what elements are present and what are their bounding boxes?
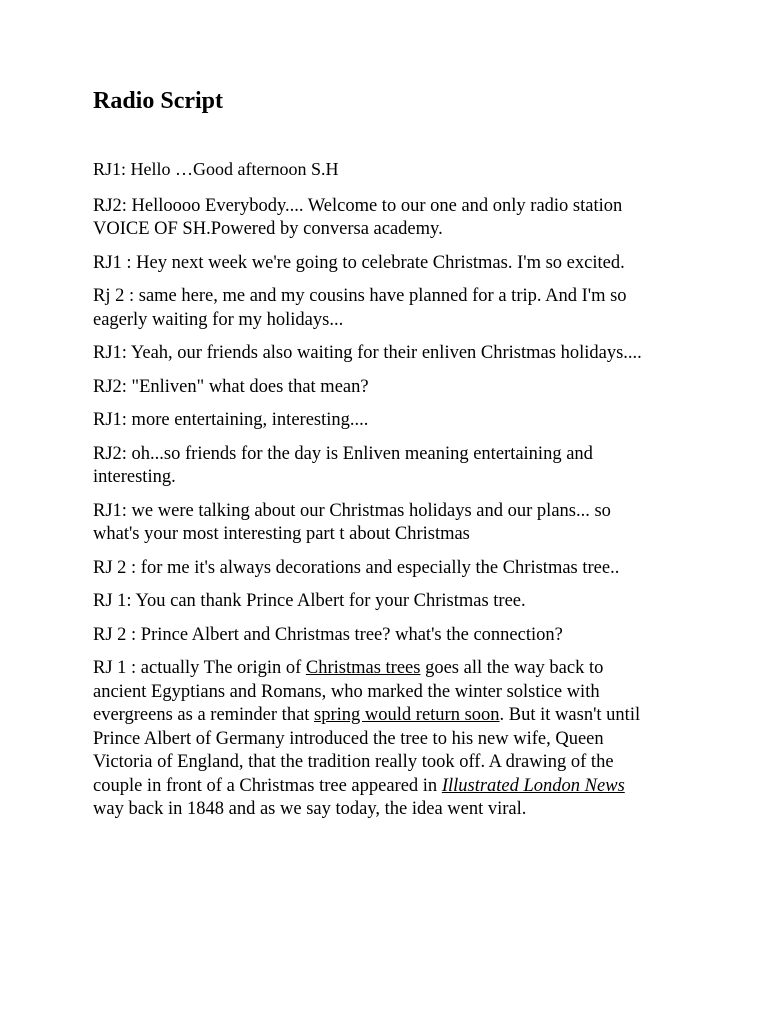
script-line-10: RJ 2 : for me it's always decorations and especially the Christmas tree.. <box>93 557 620 578</box>
paragraph-text-2: goes all the way back to ancient Egyptians and Romans, who marked the winter solstice with evergreens as a reminder that <box>93 658 604 725</box>
script-line-3: RJ1 : Hey next week we're going to celebrate Christmas. I'm so excited. <box>93 252 625 273</box>
script-line-6: RJ2: "Enliven" what does that mean? <box>93 376 369 397</box>
christmas-trees-link[interactable]: Christmas trees <box>305 658 421 678</box>
script-line-4: Rj 2 : same here, me and my cousins have planned for a trip. And I'm so eagerly waiting for my holidays... <box>93 286 627 330</box>
script-line-5: RJ1: Yeah, our friends also waiting for their enliven Christmas holidays.... <box>93 343 642 363</box>
spring-would-return-link[interactable]: spring would return soon <box>314 705 500 725</box>
script-line-11: RJ 1: You can thank Prince Albert for your Christmas tree. <box>93 591 526 611</box>
illustrated-london-news-link[interactable]: Illustrated London News <box>441 775 625 796</box>
paragraph-text-4: way back in 1848 and as we say today, the idea went viral. <box>93 799 527 819</box>
script-line-8: RJ2: oh...so friends for the day is Enliven meaning entertaining and interesting. <box>93 443 593 487</box>
script-line-7: RJ1: more entertaining, interesting.... <box>93 410 369 430</box>
paragraph-text-3: . But it wasn't until Prince Albert of Germany introduced the tree to his new wife, Queen Victoria of England, that the tradition really took off. A drawing of the couple in front of a Christmas tree appeared in <box>93 705 641 796</box>
script-line-12: RJ 2 : Prince Albert and Christmas tree? what's the connection? <box>93 624 563 645</box>
paragraph-text-1: RJ 1 : actually The origin of <box>93 658 306 678</box>
script-line-9: RJ1: we were talking about our Christmas holidays and our plans... so what's your most interesting part t about Christmas <box>93 500 611 544</box>
script-line-2: RJ2: Helloooo Everybody.... Welcome to our one and only radio station VOICE OF SH.Powered by conversa academy. <box>93 195 623 239</box>
script-line-13 <box>93 657 658 822</box>
document-title: Radio Script <box>93 88 224 114</box>
script-line-1: RJ1: Hello …Good afternoon S.H <box>93 159 339 179</box>
